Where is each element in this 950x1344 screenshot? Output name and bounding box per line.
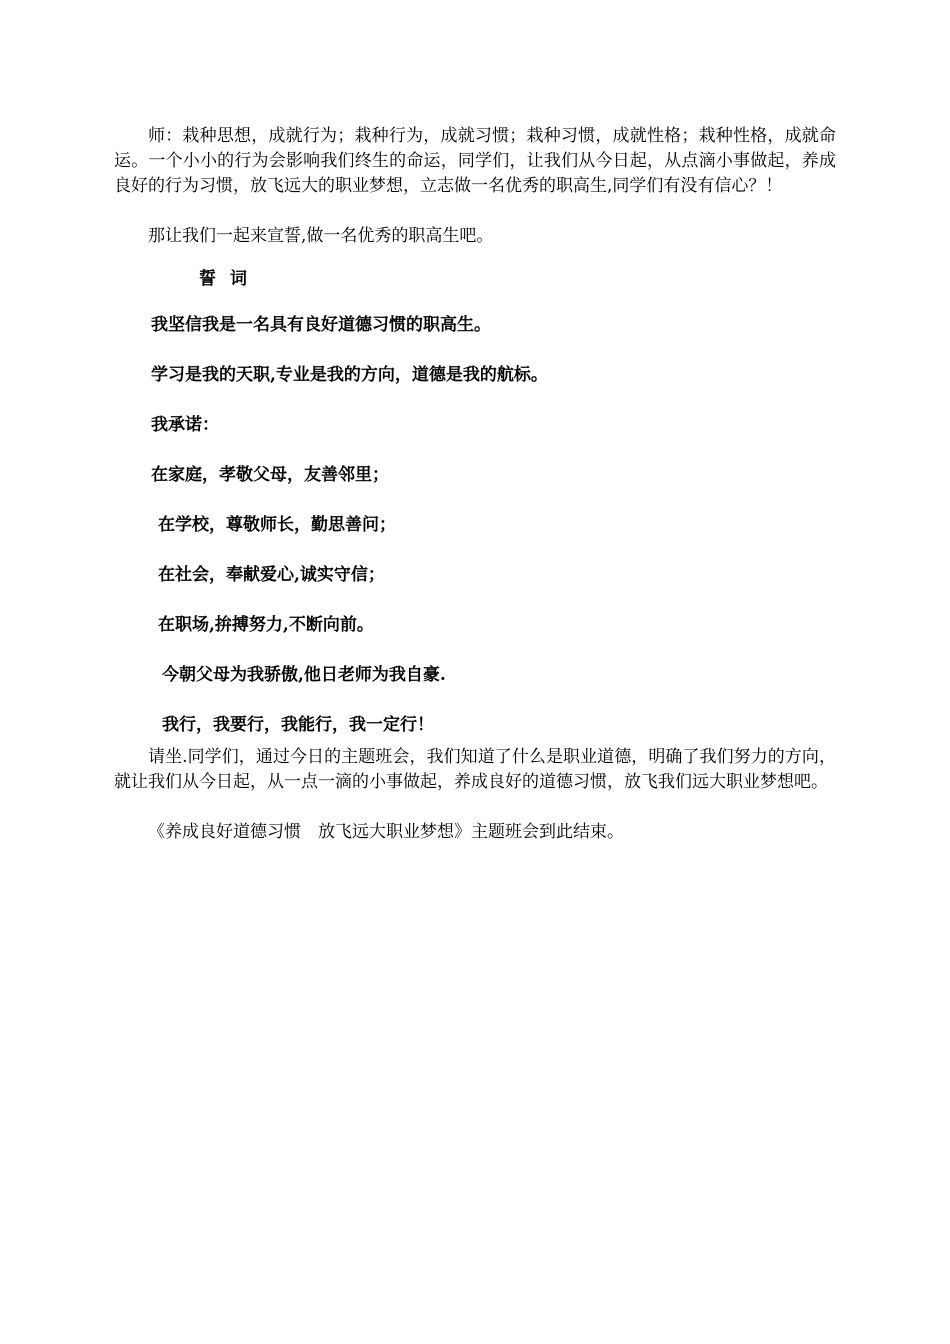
paragraph-meeting-end: 《养成良好道德习惯 放飞远大职业梦想》主题班会到此结束。 (148, 822, 624, 842)
oath-line: 在社会，奉献爱心,诚实守信； (158, 565, 385, 585)
oath-line: 在职场,拚搏努力,不断向前。 (158, 615, 374, 635)
oath-line: 在学校，尊敬师长，勤思善问； (158, 515, 396, 535)
oath-line: 学习是我的天职,专业是我的方向，道德是我的航标。 (151, 365, 548, 385)
oath-line: 在家庭，孝敬父母，友善邻里； (151, 465, 389, 485)
oath-title: 誓词 (199, 269, 261, 289)
paragraph-oath-invitation: 那让我们一起来宣誓,做一名优秀的职高生吧。 (148, 226, 494, 246)
oath-line: 我行，我要行，我能行，我一定行！ (162, 715, 434, 735)
paragraph-closing-remarks: 请坐.同学们，通过今日的主题班会，我们知道了什么是职业道德，明确了我们努力的方向，就让我们从今日起，从一点一滴的小事做起，养成良好的道德习惯，放飞我们远大职业梦想吧。 (114, 747, 836, 792)
oath-line: 我承诺： (151, 415, 219, 435)
paragraph-teacher-speech: 师：栽种思想，成就行为；栽种行为，成就习惯；栽种习惯，成就性格；栽种性格，成就命运。一个小小的行为会影响我们终生的命运，同学们，让我们从今日起，从点滴小事做起，养成良好的行为习惯，放飞远大的职业梦想，立志做一名优秀的职高生,同学们有没有信心？！ (114, 126, 836, 196)
oath-line: 我坚信我是一名具有良好道德习惯的职高生。 (151, 315, 491, 335)
oath-line: 今朝父母为我骄傲,他日老师为我自豪. (162, 665, 446, 685)
